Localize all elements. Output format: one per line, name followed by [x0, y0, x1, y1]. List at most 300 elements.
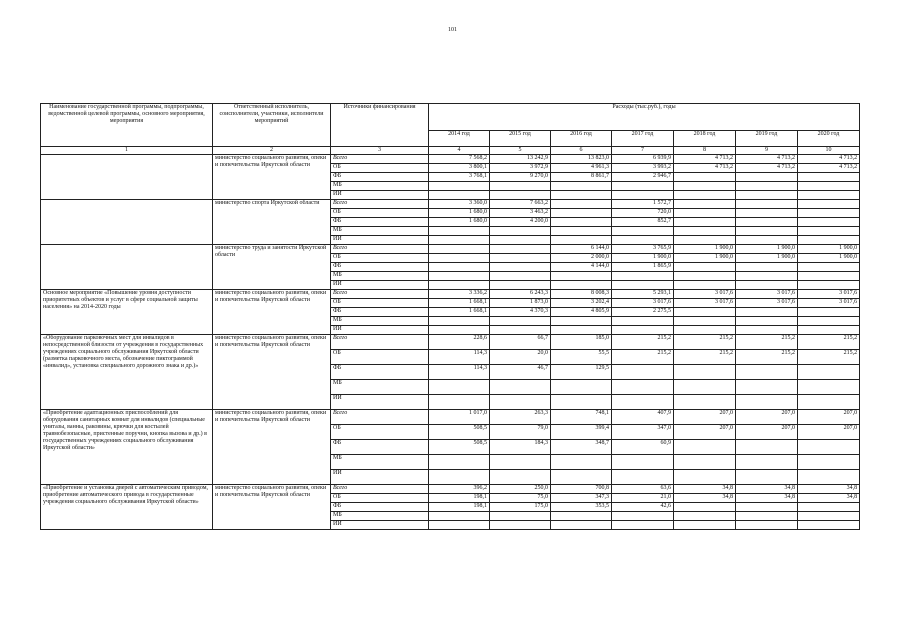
amount-cell: 1 668,1	[429, 299, 490, 308]
amount-cell: 3 336,2	[429, 290, 490, 299]
amount-cell	[551, 209, 612, 218]
amount-cell: 508,5	[429, 440, 490, 455]
amount-cell	[736, 263, 798, 272]
amount-cell: 1 900,0	[612, 254, 674, 263]
amount-cell	[551, 317, 612, 326]
executor: министерство социального развития, опеки и попечительства Иркутской области	[213, 155, 331, 200]
amount-cell: 3 463,2	[490, 209, 551, 218]
table-row	[41, 155, 860, 164]
funding-source: Всего	[331, 485, 429, 494]
amount-cell	[490, 227, 551, 236]
amount-cell	[736, 191, 798, 200]
amount-cell	[736, 503, 798, 512]
funding-source: МБ	[331, 380, 429, 395]
amount-cell	[674, 470, 736, 485]
amount-cell: 4 144,0	[551, 263, 612, 272]
amount-cell: 34,8	[736, 494, 798, 503]
amount-cell: 8 861,7	[551, 173, 612, 182]
amount-cell: 4 713,2	[798, 155, 860, 164]
amount-cell	[674, 236, 736, 245]
header-expenses: Расходы (тыс.руб.), годы	[429, 104, 860, 131]
page-number: 101	[448, 27, 457, 33]
amount-cell: 4 805,9	[551, 308, 612, 317]
funding-source: ОБ	[331, 164, 429, 173]
amount-cell	[736, 470, 798, 485]
amount-cell	[736, 218, 798, 227]
amount-cell	[674, 326, 736, 335]
amount-cell	[490, 236, 551, 245]
amount-cell: 185,0	[551, 335, 612, 350]
amount-cell	[429, 236, 490, 245]
amount-cell	[429, 512, 490, 521]
amount-cell	[798, 512, 860, 521]
amount-cell	[429, 182, 490, 191]
amount-cell: 215,2	[798, 350, 860, 365]
amount-cell	[429, 254, 490, 263]
funding-source: ИИ	[331, 326, 429, 335]
amount-cell	[736, 227, 798, 236]
amount-cell: 4 713,2	[736, 164, 798, 173]
header-year: 2020 год	[798, 131, 860, 147]
amount-cell: 3 972,9	[490, 164, 551, 173]
amount-cell	[490, 380, 551, 395]
amount-cell: 198,1	[429, 494, 490, 503]
amount-cell	[798, 272, 860, 281]
amount-cell	[429, 191, 490, 200]
amount-cell: 407,9	[612, 410, 674, 425]
amount-cell	[551, 191, 612, 200]
amount-cell	[674, 380, 736, 395]
amount-cell: 3 017,6	[798, 290, 860, 299]
funding-source: Всего	[331, 335, 429, 350]
amount-cell: 3 765,9	[612, 245, 674, 254]
amount-cell: 75,0	[490, 494, 551, 503]
amount-cell: 9 270,0	[490, 173, 551, 182]
header-year: 2015 год	[490, 131, 551, 147]
amount-cell	[612, 182, 674, 191]
amount-cell: 215,2	[736, 350, 798, 365]
amount-cell	[674, 218, 736, 227]
amount-cell: 263,3	[490, 410, 551, 425]
amount-cell	[736, 440, 798, 455]
amount-cell: 3 017,6	[736, 299, 798, 308]
amount-cell: 1 680,0	[429, 218, 490, 227]
amount-cell: 7 568,2	[429, 155, 490, 164]
funding-source: Всего	[331, 200, 429, 209]
amount-cell: 1 668,1	[429, 308, 490, 317]
amount-cell: 228,6	[429, 335, 490, 350]
amount-cell	[674, 263, 736, 272]
amount-cell	[429, 455, 490, 470]
amount-cell: 215,2	[612, 350, 674, 365]
amount-cell: 79,0	[490, 425, 551, 440]
column-number: 10	[798, 147, 860, 155]
amount-cell: 20,0	[490, 350, 551, 365]
amount-cell: 129,5	[551, 365, 612, 380]
amount-cell: 6 144,0	[551, 245, 612, 254]
funding-source: ИИ	[331, 191, 429, 200]
measure-name: «Приобретение адаптационных приспособлений для оборудования санитарных комнат для инвалидов (специальные унитазы, ванны, раковины, крючки для костылей травмобезопасные, пристенные поручни, кнопка вызова и др.) в государственных учреждениях социального обслуживания Иркутской области»	[41, 410, 213, 485]
amount-cell	[736, 209, 798, 218]
funding-source: ФБ	[331, 440, 429, 455]
amount-cell	[674, 272, 736, 281]
table-row	[41, 410, 860, 425]
funding-source: Всего	[331, 245, 429, 254]
measure-name	[41, 155, 213, 200]
amount-cell	[551, 182, 612, 191]
amount-cell	[429, 227, 490, 236]
amount-cell: 13 823,0	[551, 155, 612, 164]
amount-cell	[674, 317, 736, 326]
amount-cell: 207,0	[674, 425, 736, 440]
amount-cell	[490, 272, 551, 281]
amount-cell	[551, 521, 612, 530]
amount-cell: 720,0	[612, 209, 674, 218]
amount-cell: 34,8	[674, 485, 736, 494]
amount-cell: 5 293,1	[612, 290, 674, 299]
amount-cell: 353,5	[551, 503, 612, 512]
amount-cell: 207,0	[736, 425, 798, 440]
amount-cell	[674, 281, 736, 290]
amount-cell	[612, 272, 674, 281]
budget-table	[40, 103, 860, 530]
amount-cell	[429, 380, 490, 395]
amount-cell	[429, 317, 490, 326]
funding-source: ОБ	[331, 209, 429, 218]
amount-cell: 1 900,0	[674, 245, 736, 254]
funding-source: ИИ	[331, 470, 429, 485]
amount-cell	[490, 317, 551, 326]
column-number: 4	[429, 147, 490, 155]
amount-cell	[612, 227, 674, 236]
amount-cell: 6 243,3	[490, 290, 551, 299]
amount-cell	[490, 254, 551, 263]
amount-cell: 34,8	[674, 494, 736, 503]
amount-cell	[798, 326, 860, 335]
amount-cell: 1 680,0	[429, 209, 490, 218]
header-source: Источники финансирования	[331, 104, 429, 147]
amount-cell: 3 017,6	[674, 290, 736, 299]
amount-cell: 396,2	[429, 485, 490, 494]
amount-cell	[736, 200, 798, 209]
amount-cell	[551, 236, 612, 245]
header-executor: Ответственный исполнитель, соисполнители, участники, исполнители мероприятий	[213, 104, 331, 147]
amount-cell	[736, 521, 798, 530]
amount-cell: 2 946,7	[612, 173, 674, 182]
funding-source: ИИ	[331, 281, 429, 290]
amount-cell: 207,0	[798, 425, 860, 440]
amount-cell	[798, 380, 860, 395]
amount-cell	[490, 182, 551, 191]
amount-cell	[674, 308, 736, 317]
amount-cell: 1 865,9	[612, 263, 674, 272]
amount-cell	[736, 173, 798, 182]
amount-cell: 700,8	[551, 485, 612, 494]
amount-cell	[736, 272, 798, 281]
measure-name: «Оборудование парковочных мест для инвалидов в непосредственной близости от учреждения в государственных учреждениях социального обслуживания Иркутской области (разметка парковочного места, обозначение пиктограммой «инвалид», установка специального дорожного знака и др.)»	[41, 335, 213, 410]
amount-cell	[674, 440, 736, 455]
column-number: 9	[736, 147, 798, 155]
table-row	[41, 335, 860, 350]
executor: министерство спорта Иркутской области	[213, 200, 331, 245]
amount-cell: 207,0	[736, 410, 798, 425]
amount-cell	[490, 263, 551, 272]
amount-cell: 347,0	[612, 425, 674, 440]
amount-cell: 250,0	[490, 485, 551, 494]
amount-cell	[612, 236, 674, 245]
amount-cell	[490, 521, 551, 530]
amount-cell: 55,5	[551, 350, 612, 365]
funding-source: ИИ	[331, 236, 429, 245]
amount-cell: 347,3	[551, 494, 612, 503]
amount-cell	[736, 326, 798, 335]
amount-cell	[612, 470, 674, 485]
amount-cell	[798, 317, 860, 326]
amount-cell: 34,8	[798, 485, 860, 494]
amount-cell: 215,2	[674, 335, 736, 350]
amount-cell: 3 360,0	[429, 200, 490, 209]
column-number: 6	[551, 147, 612, 155]
amount-cell	[736, 455, 798, 470]
amount-cell	[551, 380, 612, 395]
amount-cell	[551, 470, 612, 485]
amount-cell	[490, 326, 551, 335]
amount-cell	[490, 395, 551, 410]
amount-cell: 1 900,0	[674, 254, 736, 263]
amount-cell	[798, 440, 860, 455]
amount-cell: 4 961,3	[551, 164, 612, 173]
amount-cell	[612, 455, 674, 470]
amount-cell	[612, 365, 674, 380]
amount-cell: 4 370,3	[490, 308, 551, 317]
column-number: 7	[612, 147, 674, 155]
amount-cell: 207,0	[798, 410, 860, 425]
amount-cell: 3 768,1	[429, 173, 490, 182]
amount-cell	[551, 281, 612, 290]
amount-cell: 198,1	[429, 503, 490, 512]
funding-source: Всего	[331, 410, 429, 425]
amount-cell: 4 713,2	[798, 164, 860, 173]
amount-cell: 748,1	[551, 410, 612, 425]
funding-source: ОБ	[331, 350, 429, 365]
amount-cell	[798, 200, 860, 209]
amount-cell	[798, 455, 860, 470]
amount-cell: 184,3	[490, 440, 551, 455]
amount-cell: 1 900,0	[798, 254, 860, 263]
amount-cell: 46,7	[490, 365, 551, 380]
amount-cell	[736, 380, 798, 395]
amount-cell: 3 800,1	[429, 164, 490, 173]
amount-cell	[798, 395, 860, 410]
funding-source: МБ	[331, 512, 429, 521]
funding-source: МБ	[331, 455, 429, 470]
table-row	[41, 290, 860, 299]
amount-cell	[736, 236, 798, 245]
amount-cell: 7 663,2	[490, 200, 551, 209]
amount-cell: 8 008,3	[551, 290, 612, 299]
amount-cell	[612, 521, 674, 530]
table-row	[41, 245, 860, 254]
amount-cell	[551, 272, 612, 281]
executor: министерство социального развития, опеки и попечительства Иркутской области	[213, 485, 331, 530]
amount-cell: 3 993,2	[612, 164, 674, 173]
amount-cell	[429, 470, 490, 485]
amount-cell: 6 939,9	[612, 155, 674, 164]
amount-cell: 175,0	[490, 503, 551, 512]
amount-cell: 1 017,0	[429, 410, 490, 425]
amount-cell	[551, 227, 612, 236]
amount-cell: 3 202,4	[551, 299, 612, 308]
measure-name: Основное мероприятие «Повышение уровня доступности приоритетных объектов и услуг в сфере социальной защиты населения» на 2014-2020 годы	[41, 290, 213, 335]
header-name: Наименование государственной программы, подпрограммы, ведомственной целевой программы, основного мероприятия, мероприятия	[41, 104, 213, 147]
column-number: 2	[213, 147, 331, 155]
funding-source: ОБ	[331, 254, 429, 263]
amount-cell	[490, 191, 551, 200]
amount-cell: 1 900,0	[736, 254, 798, 263]
column-number: 8	[674, 147, 736, 155]
amount-cell: 114,3	[429, 365, 490, 380]
funding-source: ОБ	[331, 425, 429, 440]
measure-name: «Приобретение и установка дверей с автоматическим приводом, приобретение автоматического привода в государственные учреждения социального обслуживания Иркутской области»	[41, 485, 213, 530]
funding-source: МБ	[331, 182, 429, 191]
amount-cell	[551, 200, 612, 209]
amount-cell: 1 900,0	[736, 245, 798, 254]
amount-cell: 4 713,2	[674, 155, 736, 164]
amount-cell	[612, 281, 674, 290]
amount-cell: 215,2	[736, 335, 798, 350]
funding-source: ОБ	[331, 494, 429, 503]
amount-cell: 4 713,2	[674, 164, 736, 173]
amount-cell: 508,5	[429, 425, 490, 440]
amount-cell	[429, 263, 490, 272]
funding-source: ФБ	[331, 173, 429, 182]
amount-cell	[736, 317, 798, 326]
funding-source: Всего	[331, 290, 429, 299]
amount-cell	[674, 521, 736, 530]
amount-cell	[551, 455, 612, 470]
column-number: 1	[41, 147, 213, 155]
amount-cell: 215,2	[798, 335, 860, 350]
funding-source: ФБ	[331, 365, 429, 380]
amount-cell	[674, 395, 736, 410]
amount-cell	[612, 317, 674, 326]
amount-cell	[736, 281, 798, 290]
amount-cell: 3 017,6	[798, 299, 860, 308]
table-row	[41, 200, 860, 209]
amount-cell	[612, 191, 674, 200]
measure-name	[41, 200, 213, 245]
amount-cell	[674, 182, 736, 191]
amount-cell: 4 713,2	[736, 155, 798, 164]
amount-cell	[798, 227, 860, 236]
amount-cell	[490, 470, 551, 485]
amount-cell: 399,4	[551, 425, 612, 440]
amount-cell	[736, 395, 798, 410]
column-number: 3	[331, 147, 429, 155]
executor: министерство социального развития, опеки и попечительства Иркутской области	[213, 410, 331, 485]
amount-cell	[798, 521, 860, 530]
funding-source: ФБ	[331, 308, 429, 317]
amount-cell: 207,0	[674, 410, 736, 425]
amount-cell	[429, 272, 490, 281]
amount-cell	[798, 191, 860, 200]
amount-cell	[674, 227, 736, 236]
amount-cell: 34,8	[798, 494, 860, 503]
amount-cell	[612, 380, 674, 395]
amount-cell	[674, 512, 736, 521]
amount-cell	[551, 512, 612, 521]
amount-cell	[798, 209, 860, 218]
amount-cell	[798, 365, 860, 380]
funding-source: Всего	[331, 155, 429, 164]
executor: министерство социального развития, опеки и попечительства Иркутской области	[213, 335, 331, 410]
amount-cell: 13 242,9	[490, 155, 551, 164]
header-year: 2016 год	[551, 131, 612, 147]
amount-cell	[551, 395, 612, 410]
amount-cell: 66,7	[490, 335, 551, 350]
amount-cell	[798, 470, 860, 485]
amount-cell	[490, 281, 551, 290]
amount-cell	[551, 218, 612, 227]
amount-cell	[798, 263, 860, 272]
funding-source: ИИ	[331, 395, 429, 410]
funding-source: ФБ	[331, 263, 429, 272]
amount-cell: 3 017,6	[736, 290, 798, 299]
amount-cell: 215,2	[674, 350, 736, 365]
amount-cell	[798, 281, 860, 290]
amount-cell: 3 017,6	[674, 299, 736, 308]
amount-cell: 42,6	[612, 503, 674, 512]
amount-cell	[674, 209, 736, 218]
amount-cell: 114,3	[429, 350, 490, 365]
amount-cell	[674, 365, 736, 380]
amount-cell	[429, 326, 490, 335]
amount-cell	[736, 365, 798, 380]
amount-cell	[429, 521, 490, 530]
amount-cell	[674, 503, 736, 512]
amount-cell: 21,0	[612, 494, 674, 503]
amount-cell	[674, 455, 736, 470]
amount-cell: 1 572,7	[612, 200, 674, 209]
funding-source: ФБ	[331, 503, 429, 512]
amount-cell: 852,7	[612, 218, 674, 227]
amount-cell	[798, 236, 860, 245]
amount-cell	[798, 182, 860, 191]
amount-cell: 1 873,0	[490, 299, 551, 308]
amount-cell: 3 017,6	[612, 299, 674, 308]
amount-cell: 215,2	[612, 335, 674, 350]
amount-cell	[612, 326, 674, 335]
amount-cell	[798, 503, 860, 512]
header-year: 2014 год	[429, 131, 490, 147]
amount-cell	[490, 455, 551, 470]
executor: министерство труда и занятости Иркутской области	[213, 245, 331, 290]
amount-cell: 2 275,5	[612, 308, 674, 317]
amount-cell	[736, 182, 798, 191]
header-year: 2018 год	[674, 131, 736, 147]
amount-cell	[674, 200, 736, 209]
amount-cell	[612, 512, 674, 521]
funding-source: ФБ	[331, 218, 429, 227]
amount-cell: 4 200,0	[490, 218, 551, 227]
measure-name	[41, 245, 213, 290]
amount-cell: 1 900,0	[798, 245, 860, 254]
funding-source: МБ	[331, 317, 429, 326]
amount-cell	[798, 173, 860, 182]
amount-cell: 2 000,0	[551, 254, 612, 263]
funding-source: МБ	[331, 272, 429, 281]
amount-cell	[736, 308, 798, 317]
